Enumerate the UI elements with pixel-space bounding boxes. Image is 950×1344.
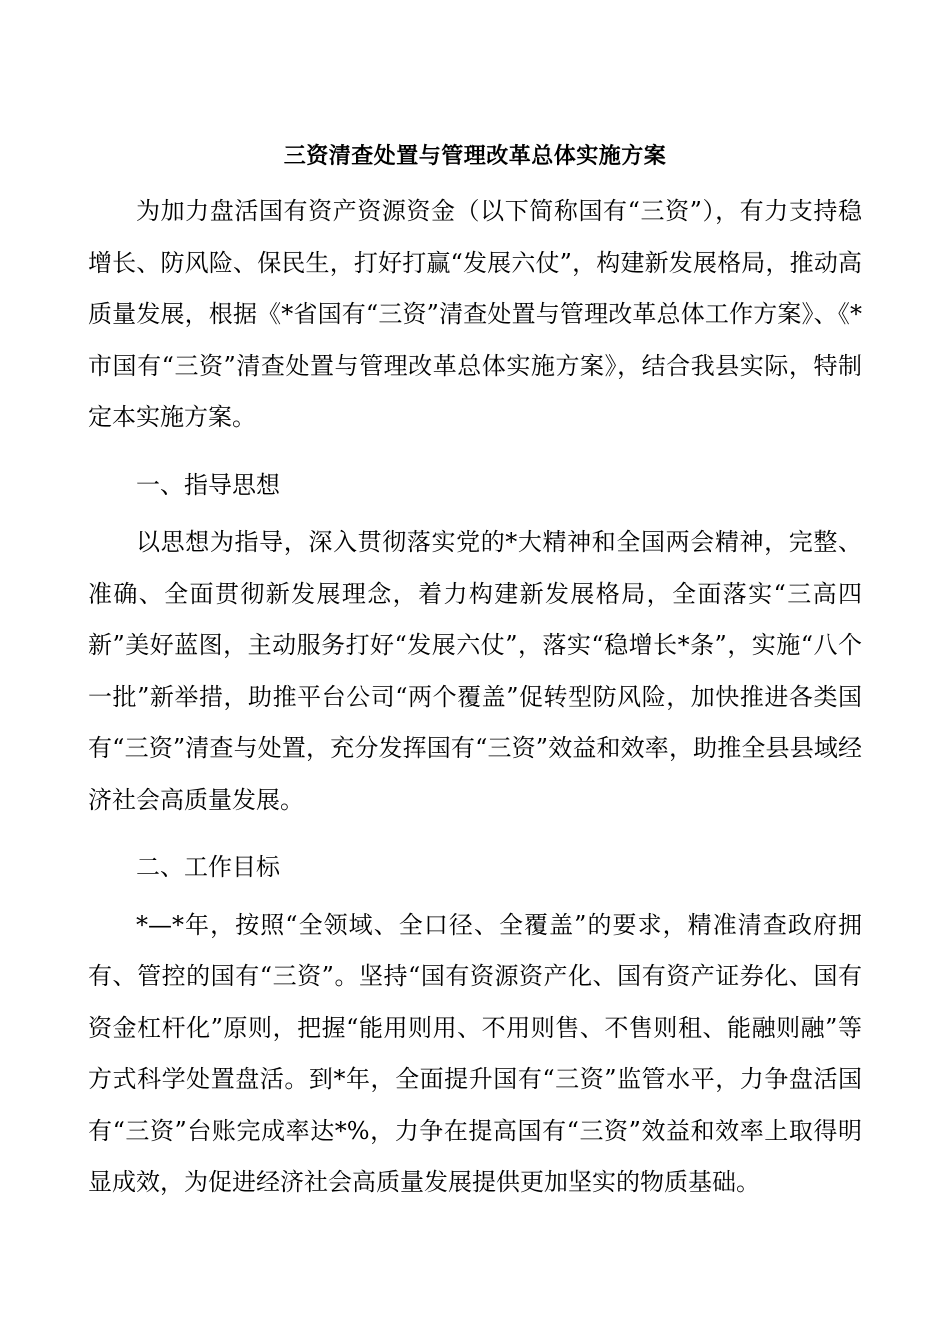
section-body-work-goals: *—*年，按照“全领域、全口径、全覆盖”的要求，精准清查政府拥有、管控的国有“三资”。坚持“国有资源资产化、国有资产证券化、国有资金杠杆化”原则，把握“能用则用、不用则售、不售则租、能融则融”等方式科学处置盘活。到*年，全面提升国有“三资”监管水平，力争盘活国有“三资”台账完成率达*%，力争在提高国有“三资”效益和效率上取得明显成效，为促进经济社会高质量发展提供更加坚实的物质基础。 — [88, 910, 862, 1196]
intro-paragraph: 为加力盘活国有资产资源资金（以下简称国有“三资”），有力支持稳增长、防风险、保民生，打好打赢“发展六仗”，构建新发展格局，推动高质量发展，根据《*省国有“三资”清查处置与管理改革总体工作方案》、《*市国有“三资”清查处置与管理改革总体实施方案》，结合我县实际，特制定本实施方案。 — [88, 197, 862, 431]
document-page — [88, 128, 862, 1209]
section-body-guiding-thought: 以思想为指导，深入贯彻落实党的*大精神和全国两会精神，完整、准确、全面贯彻新发展理念，着力构建新发展格局，全面落实“三高四新”美好蓝图，主动服务打好“发展六仗”，落实“稳增长*条”，实施“八个一批”新举措，助推平台公司“两个覆盖”促转型防风险，加快推进各类国有“三资”清查与处置，充分发挥国有“三资”效益和效率，助推全县县域经济社会高质量发展。 — [88, 528, 862, 814]
spacer — [88, 826, 862, 832]
document-title: 三资清查处置与管理改革总体实施方案 — [283, 144, 667, 169]
spacer — [88, 444, 862, 450]
section-heading-guiding-thought: 一、指导思想 — [136, 470, 280, 499]
section-heading-work-goals: 二、工作目标 — [136, 853, 280, 881]
